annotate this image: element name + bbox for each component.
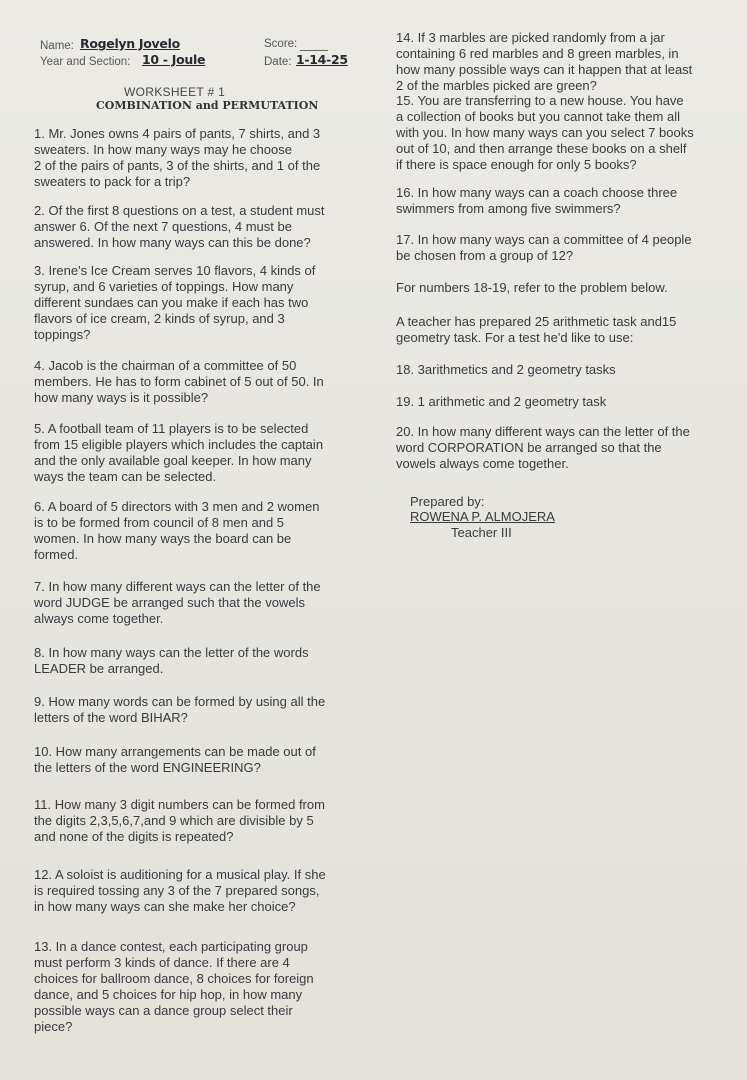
prepared-by-label: Prepared by: — [410, 494, 485, 509]
teacher-problem: A teacher has prepared 25 arithmetic task and15 geometry task. For a test he'd like to use: — [396, 314, 677, 345]
preparer-name-text: ROWENA P. ALMOJERA — [410, 509, 555, 524]
question-20: 20. In how many different ways can the letter of the word CORPORATION be arranged so that the vowels always come together. — [396, 424, 690, 471]
worksheet-subtitle: COMBINATION and PERMUTATION — [96, 99, 319, 112]
question-3: 3. Irene's Ice Cream serves 10 flavors, 4 kinds of syrup, and 6 varieties of toppings. How many different sundaes can you make if each has two flavors of ice cream, 2 kinds of syrup, and 3 toppings? — [34, 263, 316, 342]
question-5: 5. A football team of 11 players is to be selected from 15 eligible players which includes the captain and the only available goal keeper. In how many ways the team can be selected. — [34, 421, 324, 484]
question-14: 14. If 3 marbles are picked randomly from a jar containing 6 red marbles and 8 green marbles, in how many possible ways can it happen that at least 2 of the marbles picked are green? — [396, 30, 693, 93]
date-value: 1-14-25 — [296, 52, 348, 67]
year-section-label: Year and Section: — [40, 56, 131, 68]
question-15: 15. You are transferring to a new house. You have a collection of books but you cannot take them all with you. In how many ways can you select 7 books out of 10, and then arrange these books on a shelf if there is space enough for only 5 books? — [396, 93, 694, 172]
score-label: Score: — [264, 38, 298, 50]
instruction-18-19: For numbers 18-19, refer to the problem below. — [396, 280, 668, 295]
name-value: Rogelyn Jovelo — [80, 36, 180, 51]
date-label: Date: — [264, 56, 292, 68]
question-16: 16. In how many ways can a coach choose three swimmers from among five swimmers? — [396, 185, 678, 216]
question-9: 9. How many words can be formed by using all the letters of the word BIHAR? — [34, 694, 326, 725]
question-6: 6. A board of 5 directors with 3 men and 2 women is to be formed from council of 8 men and 5 women. In how many ways the board can be formed. — [34, 499, 320, 562]
question-2: 2. Of the first 8 questions on a test, a student must answer 6. Of the next 7 questions, 4 must be answered. In how many ways can this be done? — [34, 203, 325, 250]
name-label: Name: — [40, 40, 74, 52]
question-10: 10. How many arrangements can be made out of the letters of the word ENGINEERING? — [34, 744, 316, 775]
preparer-role: Teacher III — [451, 525, 512, 540]
question-19: 19. 1 arithmetic and 2 geometry task — [396, 394, 607, 409]
question-13: 13. In a dance contest, each participating group must perform 3 kinds of dance. If there are 4 choices for ballroom dance, 8 choices for foreign dance, and 5 choices for hip hop, in how many possible ways can a dance group select their piece? — [34, 939, 314, 1034]
question-8: 8. In how many ways can the letter of the words LEADER be arranged. — [34, 645, 309, 676]
question-17: 17. In how many ways can a committee of 4 people be chosen from a group of 12? — [396, 232, 692, 263]
question-7: 7. In how many different ways can the letter of the word JUDGE be arranged such that the vowels always come together. — [34, 579, 321, 626]
question-18: 18. 3arithmetics and 2 geometry tasks — [396, 362, 616, 377]
question-4: 4. Jacob is the chairman of a committee of 50 members. He has to form cabinet of 5 out of 50. In how many ways is it possible? — [34, 358, 324, 405]
question-11: 11. How many 3 digit numbers can be formed from the digits 2,3,5,6,7,and 9 which are divisible by 5 and none of the digits is repeated? — [34, 797, 325, 844]
score-value — [300, 38, 328, 51]
question-12: 12. A soloist is auditioning for a musical play. If she is required tossing any 3 of the 7 prepared songs, in how many ways can she make her choice? — [34, 867, 326, 914]
worksheet-title: WORKSHEET # 1 — [124, 85, 226, 99]
year-section-value: 10 - Joule — [142, 52, 206, 67]
preparer-name — [410, 509, 555, 524]
question-1: 1. Mr. Jones owns 4 pairs of pants, 7 shirts, and 3 sweaters. In how many ways may he choose 2 of the pairs of pants, 3 of the shirts, and 1 of the sweaters to pack for a trip? — [34, 126, 321, 189]
